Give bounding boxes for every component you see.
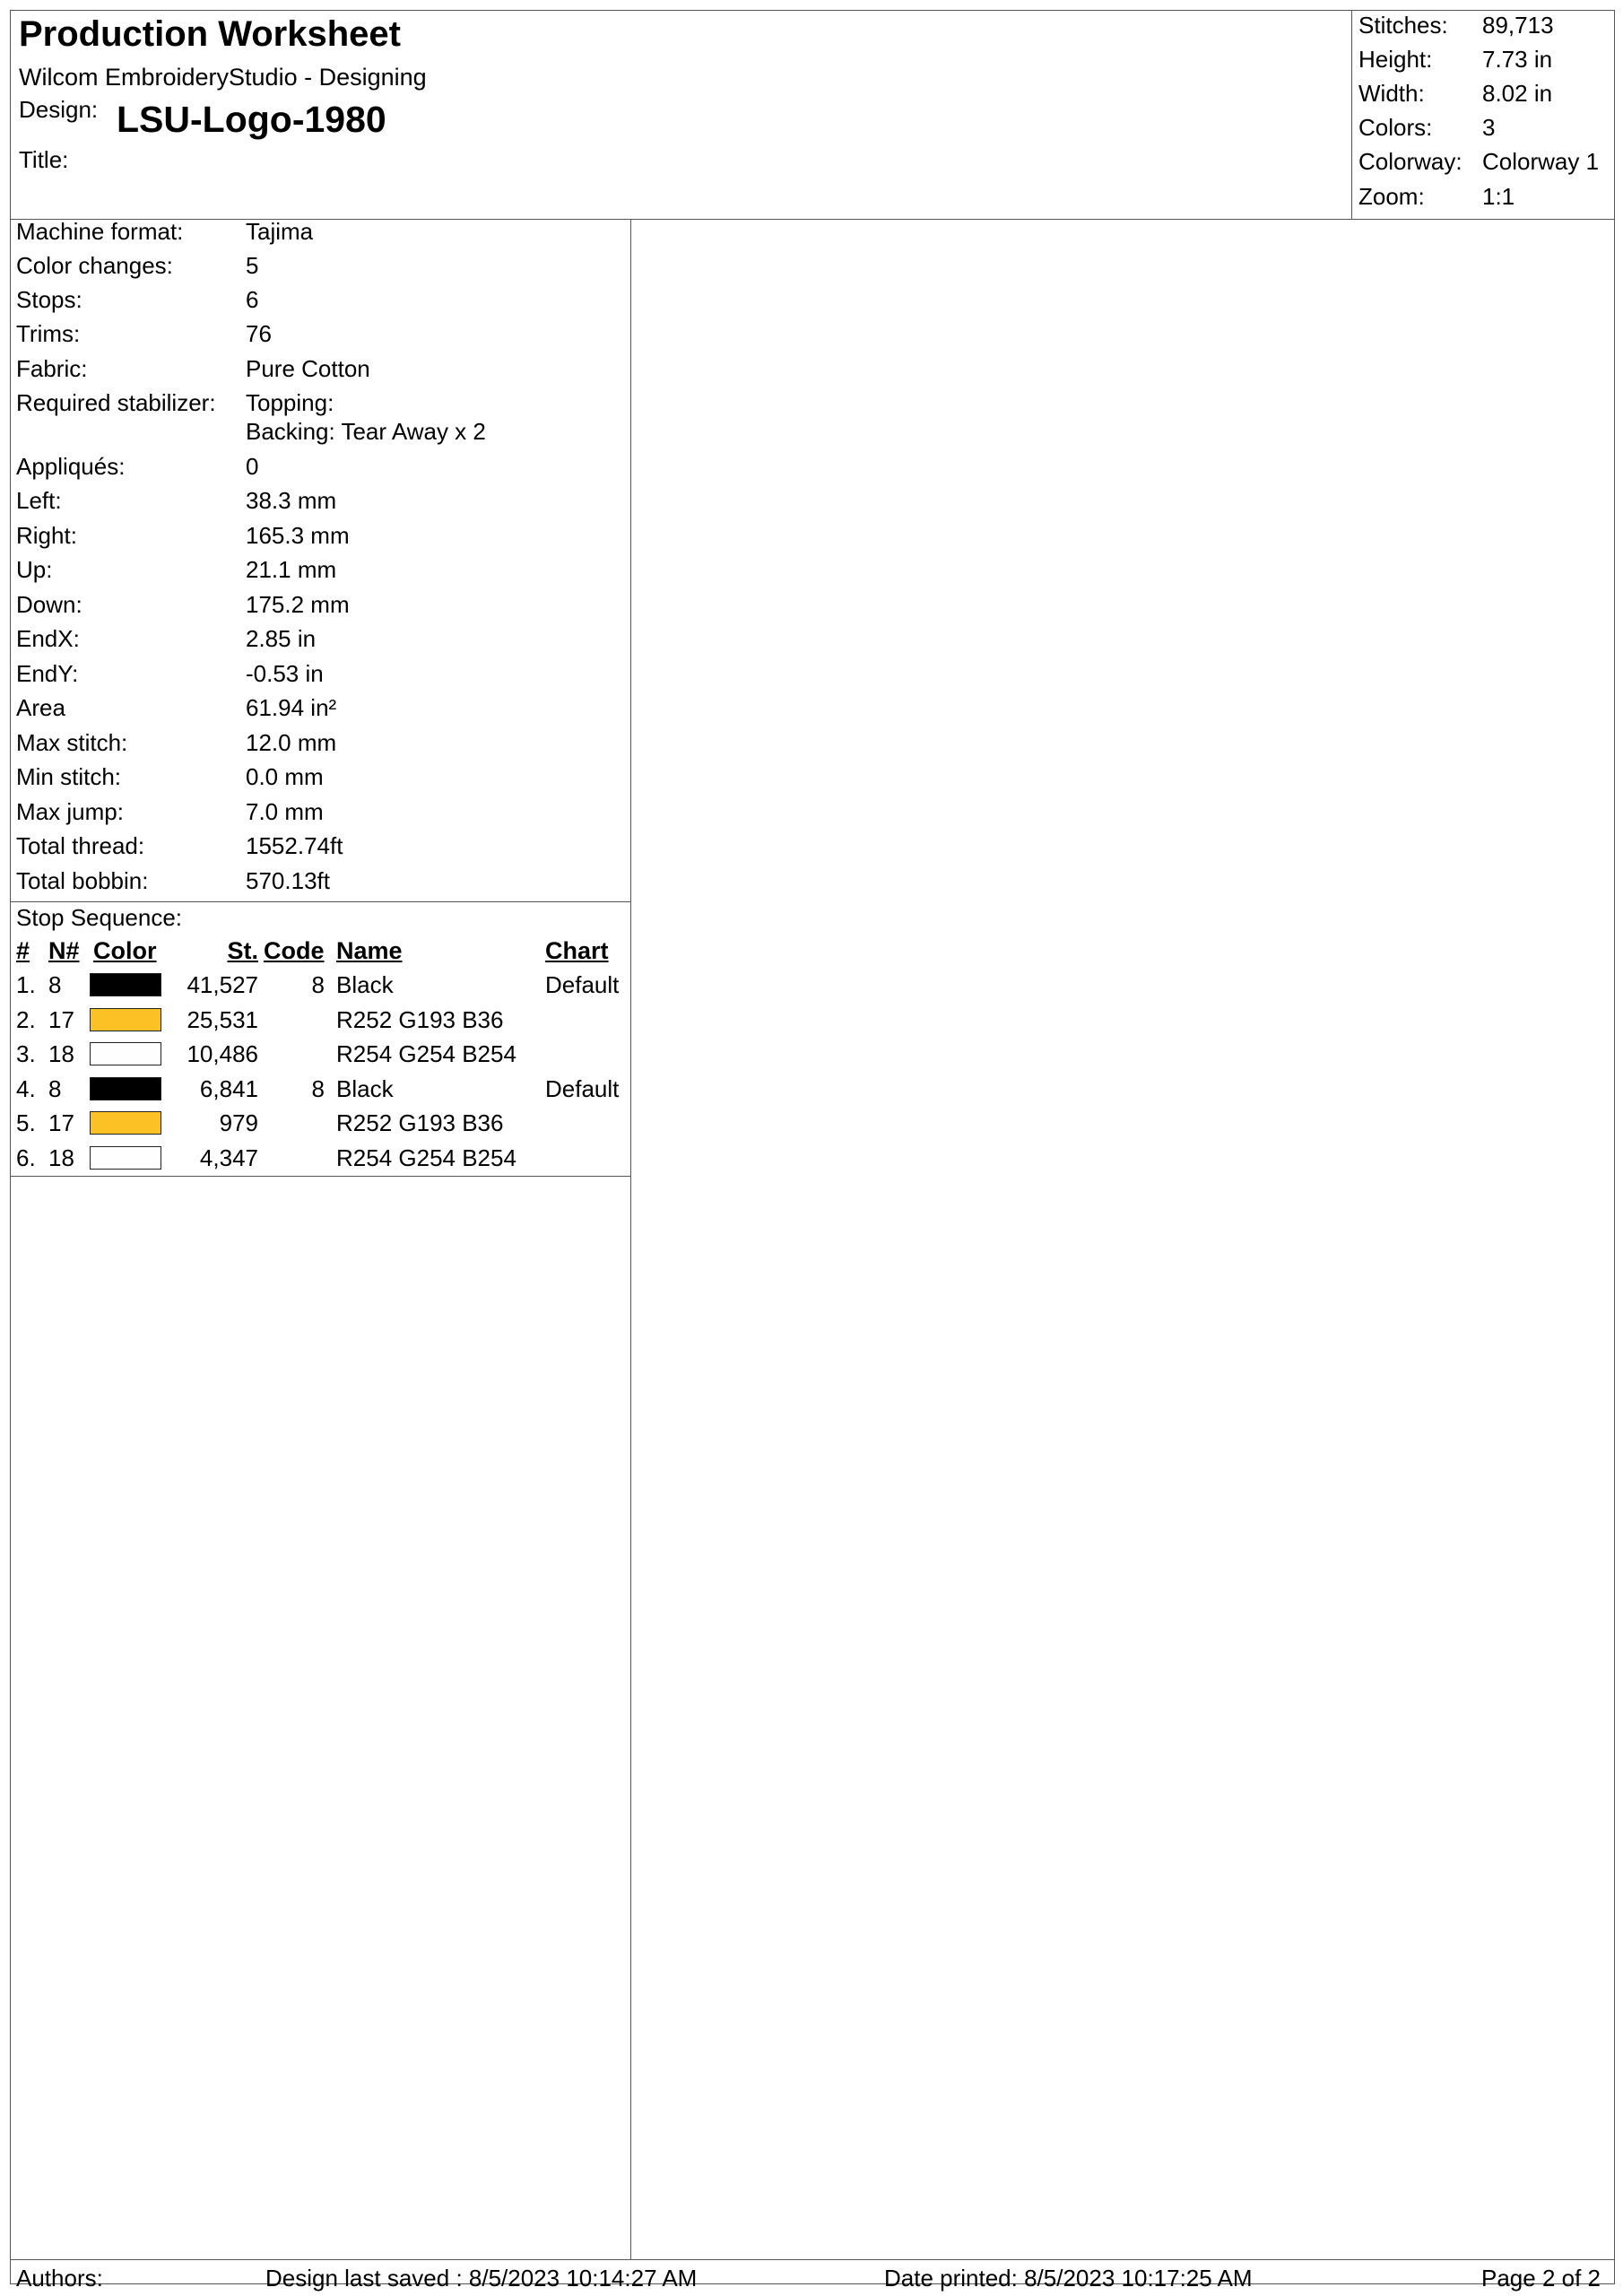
property-row: EndY: -0.53 in xyxy=(16,660,324,687)
col-header-needle: N# xyxy=(48,937,80,964)
col-header-name: Name xyxy=(336,937,403,964)
date-printed: Date printed: 8/5/2023 10:17:25 AM xyxy=(884,2265,1253,2292)
property-row: Total thread: 1552.74ft xyxy=(16,832,343,859)
col-header-num: # xyxy=(16,937,30,964)
color-swatch xyxy=(90,1042,161,1065)
color-swatch xyxy=(90,1111,161,1135)
design-summary xyxy=(1351,11,1616,219)
property-row: Trims: 76 xyxy=(16,320,272,347)
color-swatch xyxy=(90,1077,161,1100)
section-divider xyxy=(11,1176,631,1177)
property-row: Left: 38.3 mm xyxy=(16,487,337,514)
col-header-color: Color xyxy=(93,937,157,964)
color-swatch xyxy=(90,1008,161,1031)
title-label: Title: xyxy=(19,146,69,173)
property-row: Area 61.94 in² xyxy=(16,694,337,721)
col-header-chart: Chart xyxy=(545,937,609,964)
property-row: Stops: 6 xyxy=(16,286,259,313)
section-divider xyxy=(11,901,631,902)
summary-row: Stitches: 89,713 xyxy=(1358,12,1554,39)
property-row: Required stabilizer: Topping: xyxy=(16,389,334,416)
property-row: Total bobbin: 570.13ft xyxy=(16,867,330,894)
column-divider xyxy=(630,219,631,2259)
production-worksheet: Production Worksheet Wilcom EmbroideryStudio - Designing Design: LSU-Logo-1980 Title: Stitches: 89,713 Height: 7.73 in Width: 8.02 in Colors: 3 Colorway: Colorway 1 Zoom: 1:1 Machine format: Tajima Color changes: 5 Stops: 6 Trims: 76 Fabric: Pure Cotton Required stabilizer: Topping: Backing: Tear Away x 2 Appliqués: 0 Left: 38.3 mm Right: 165.3 mm Up: 21.1 mm Down: 175.2 mm EndX: 2.85 in EndY: -0.53 in Area 61.94 in² Max stitch: 12.0 mm Min stitch: 0.0 mm Max jump: 7.0 mm Total thread: 1552.74ft Total bobbin: 570.13ft Stop Sequence: # N# Color St. Code Name Chart 1. 8 41,527 8 Black Default 2. 17 25,531 R252 G193 B36 3. 18 10,486 R254 G254 B254 4. 8 6,841 8 Black Default 5. 17 979 R252 G193 B36 6. 18 4,347 R254 G254 B254 Authors: Design last saved : 8/5/2023 10:14:27 AM Date printed: 8/5/2023 10:17:25 AM Page 2 of 2 xyxy=(10,10,1615,2284)
property-row: Color changes: 5 xyxy=(16,252,259,279)
property-row: EndX: 2.85 in xyxy=(16,625,317,652)
property-row: Max stitch: 12.0 mm xyxy=(16,729,337,756)
summary-row: Colors: 3 xyxy=(1358,114,1496,141)
property-row: Machine format: Tajima xyxy=(16,218,314,245)
page-title: Production Worksheet xyxy=(19,14,401,54)
summary-row: Height: 7.73 in xyxy=(1358,46,1553,73)
color-swatch xyxy=(90,1146,161,1170)
authors-label: Authors: xyxy=(16,2265,103,2292)
color-swatch xyxy=(90,973,161,996)
stop-sequence-title: Stop Sequence: xyxy=(16,904,183,931)
page-number: Page 2 of 2 xyxy=(1481,2265,1601,2292)
design-label: Design: xyxy=(19,96,99,123)
property-row: Max jump: 7.0 mm xyxy=(16,798,324,825)
property-row: Appliqués: 0 xyxy=(16,453,259,480)
design-name: LSU-Logo-1980 xyxy=(117,99,386,140)
property-row: Fabric: Pure Cotton xyxy=(16,355,370,382)
property-row: Up: 21.1 mm xyxy=(16,556,337,583)
property-row: Min stitch: 0.0 mm xyxy=(16,763,324,790)
col-header-code: Code xyxy=(264,937,325,964)
footer-divider xyxy=(11,2259,1614,2260)
software-name: Wilcom EmbroideryStudio - Designing xyxy=(19,64,427,91)
summary-row: Colorway: Colorway 1 xyxy=(1358,148,1600,175)
property-row: Down: 175.2 mm xyxy=(16,591,350,618)
last-saved: Design last saved : 8/5/2023 10:14:27 AM xyxy=(265,2265,698,2292)
col-header-stitches: St. xyxy=(227,937,258,964)
summary-row: Zoom: 1:1 xyxy=(1358,183,1515,210)
worksheet-header xyxy=(11,11,1614,220)
summary-row: Width: 8.02 in xyxy=(1358,80,1553,107)
property-row: Right: 165.3 mm xyxy=(16,522,350,549)
